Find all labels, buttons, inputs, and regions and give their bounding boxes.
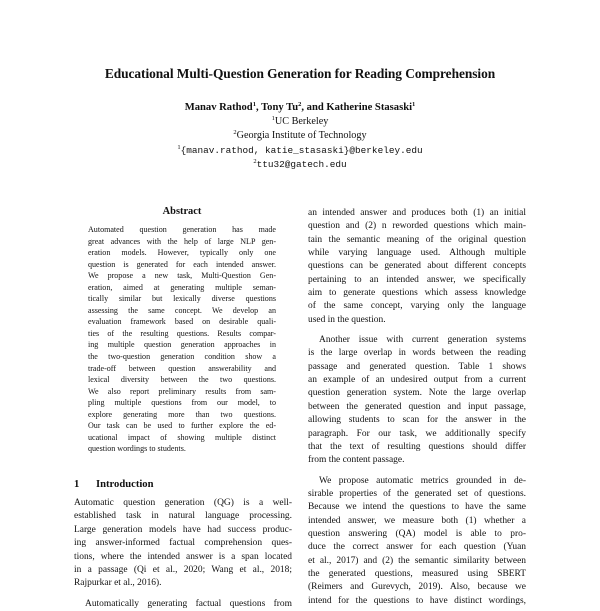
body-line: (Reimers and Gurevych, 2019). Also, because we	[308, 582, 526, 593]
body-line: of the same concept, varying only the language	[308, 301, 526, 312]
abstract-line: trade-off between question answerability and	[88, 363, 276, 373]
email-berkeley	[0, 145, 600, 157]
abstract-line: Automated question generation has made	[88, 225, 276, 234]
body-line: question answering (QA) model is able to pro-	[308, 528, 526, 539]
author-list	[0, 102, 600, 113]
body-line: from the content passage.	[308, 455, 405, 466]
abstract-heading: Abstract	[162, 206, 202, 217]
affiliation-name: UC Berkeley	[274, 116, 329, 127]
email-text: ttu32@gatech.edu	[256, 159, 347, 170]
abstract-line: We propose a new task, Multi-Question Gen-	[88, 271, 276, 281]
body-line: tions, where the intended answer is a span located	[74, 551, 292, 562]
body-line: intend for the questions to have distinct wordings,	[308, 595, 526, 606]
body-line: Automatic question generation (QG) is a well-	[74, 498, 292, 508]
body-line: that the text of resulting questions should differ	[308, 441, 526, 452]
body-line: allowing students to scan for the answer in the	[308, 415, 526, 426]
author-affiliation-mark: 2	[298, 101, 302, 108]
body-line: Large generation models have had success produc-	[74, 524, 292, 535]
abstract-line: lexical diversity between the two questions.	[88, 375, 276, 385]
author-affiliation-mark: 1	[252, 101, 256, 108]
abstract-line: assessing the same concept. We develop an	[88, 305, 276, 315]
body-line: et al., 2017) and (2) the semantic similarity between	[308, 555, 526, 566]
affiliation-mark: 2	[253, 158, 257, 165]
body-line: question and (2) n reworded questions which main-	[308, 221, 526, 232]
section-heading-introduction	[74, 479, 154, 490]
abstract-line: explore generating more than two questions.	[88, 409, 276, 419]
body-line: paragraph. For our task, we additionally specify	[308, 428, 526, 439]
abstract-line: We also report preliminary results from sam-	[88, 386, 276, 396]
abstract-line: question wordings to students.	[88, 444, 186, 454]
author-name: Manav Rathod	[184, 102, 253, 113]
abstract-line: Our task can be used to further explore the ed-	[88, 421, 276, 431]
section-number: 1	[74, 479, 80, 490]
body-line: Automatically generating factual questions from	[85, 598, 292, 609]
right-column-body	[308, 207, 526, 608]
paper-title: Educational Multi-Question Generation for Reading Comprehension	[104, 66, 496, 81]
body-line: passage and generated question. Table 1 shows	[308, 361, 526, 372]
body-line: an intended answer and produces both (1) an initial	[308, 208, 526, 218]
body-line: used in the question.	[308, 314, 386, 325]
affiliation-mark: 2	[233, 129, 237, 136]
body-line: question generation system. Note the large overlap	[308, 388, 526, 399]
body-line: the generated questions, measured using SBERT	[308, 568, 526, 579]
body-line: while varying language used. Although multiple	[308, 248, 526, 259]
author-affiliation-mark: 1	[412, 101, 416, 108]
affiliation-mark: 1	[271, 115, 275, 122]
body-line: ing answer-informed factual comprehension ques-	[74, 538, 292, 549]
body-line: between the generated question and input passage,	[308, 401, 526, 412]
abstract-line: question is generated for each intended answer.	[88, 259, 276, 269]
abstract-line: ucational impact of showing multiple distinct	[88, 432, 276, 442]
body-line: Rajpurkar et al., 2016).	[74, 578, 162, 589]
body-line: questions can be generated about different concepts	[308, 261, 526, 272]
abstract-line: great advances with the help of large NLP gen-	[88, 236, 276, 246]
email-gatech	[0, 159, 600, 171]
body-line: an example of an undesired output from a current	[308, 375, 526, 386]
abstract-line: eration, aimed at generating multiple seman-	[88, 282, 276, 292]
author-separator: ,	[255, 102, 262, 113]
section-title: Introduction	[96, 479, 154, 490]
body-line: We propose automatic metrics grounded in de-	[319, 475, 526, 486]
affiliation-uc	[0, 116, 600, 128]
affiliation-mark: 1	[177, 144, 181, 151]
author-name: Katherine Stasaski	[326, 102, 413, 113]
abstract-line: tically similar but lexically diverse questions	[88, 294, 276, 304]
body-line: tain the semantic meaning of the original question	[308, 234, 526, 245]
introduction-body	[74, 497, 292, 611]
body-line: pertaining to an intended answer, we specifically	[308, 274, 526, 285]
abstract-line: eration models. However, typically only one	[88, 248, 276, 258]
author-separator: , and	[301, 102, 327, 113]
affiliation-name: Georgia Institute of Technology	[236, 130, 367, 141]
body-line: sirable properties of the generated set of questions.	[308, 488, 526, 499]
abstract-line: ing multiple question generation approaches in	[88, 340, 276, 350]
abstract-line: the two-question generation condition show a	[88, 352, 276, 362]
author-name: Tony Tu	[261, 102, 299, 113]
body-line: established task in natural language processing.	[74, 511, 292, 522]
body-line: in a passage (Qi et al., 2020; Wang et al., 2018;	[74, 565, 292, 576]
body-line: aim to generate questions which assess knowledge	[308, 288, 526, 299]
abstract-line: evaluation framework based on desirable quali-	[88, 317, 276, 327]
abstract-line: ties of the resulting questions. Results compar-	[88, 328, 276, 338]
body-line: is the large overlap in words between the reading	[308, 348, 526, 359]
body-line: Another issue with current generation systems	[319, 335, 526, 346]
affiliation-gt	[0, 130, 600, 142]
email-text: {manav.rathod, katie_stasaski}@berkeley.edu	[180, 145, 423, 156]
abstract-body	[88, 224, 276, 455]
body-line: intended answer, we measure both (1) whether a	[308, 515, 526, 526]
abstract-line: pling multiple questions from our model, to	[88, 398, 276, 408]
body-line: Because we intend the questions to have the same	[308, 502, 526, 513]
body-line: duce the correct answer for each question (Yuan	[308, 542, 526, 553]
